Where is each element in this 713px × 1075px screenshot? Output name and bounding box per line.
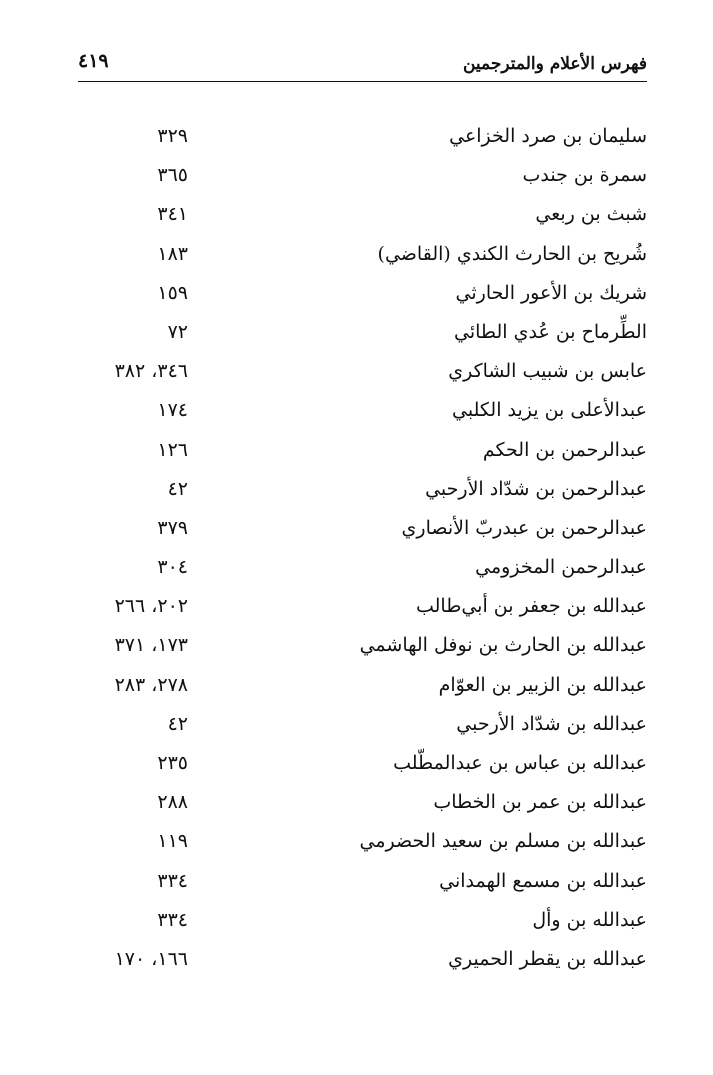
entry-page-numbers: ٣٢٩ — [157, 125, 188, 147]
index-entry — [78, 431, 647, 470]
entry-page-numbers: ١١٩ — [157, 830, 188, 853]
entry-page-numbers: ٢٣٥ — [157, 752, 188, 774]
entry-page-numbers: ١٥٩ — [157, 281, 188, 304]
entry-name: عبدالرحمن بن شدّاد الأرحبي — [425, 477, 647, 500]
index-list — [78, 117, 647, 979]
entry-page-numbers: ١٦٦، ١٧٠ — [114, 947, 188, 970]
index-entry — [78, 548, 647, 587]
entry-page-numbers: ٣٣٤ — [157, 869, 188, 892]
index-entry — [78, 274, 647, 313]
entry-name: سليمان بن صرد الخزاعي — [449, 125, 647, 147]
entry-name: عبدالله بن يقطر الحميري — [448, 947, 647, 970]
index-entry — [78, 313, 647, 352]
index-entry — [78, 235, 647, 274]
entry-name: عبدالله بن عباس بن عبدالمطّلب — [393, 752, 647, 774]
page-header — [78, 46, 647, 82]
entry-page-numbers: ١٧٣، ٣٧١ — [114, 634, 188, 657]
index-entry — [78, 509, 647, 548]
entry-name: شريك بن الأعور الحارثي — [455, 281, 647, 304]
index-entry — [78, 587, 647, 626]
entry-page-numbers: ٢٧٨، ٢٨٣ — [114, 673, 188, 696]
index-entry — [78, 822, 647, 861]
entry-page-numbers: ١٨٣ — [157, 242, 188, 265]
index-entry — [78, 626, 647, 665]
entry-name: شبث بن ربعي — [535, 203, 647, 226]
index-entry — [78, 117, 647, 156]
entry-page-numbers: ٣٤٦، ٣٨٢ — [114, 360, 188, 383]
entry-page-numbers: ١٧٤ — [157, 399, 188, 422]
entry-page-numbers: ٣٦٥ — [157, 164, 188, 187]
index-entry — [78, 862, 647, 901]
page-number: ٤١٩ — [78, 50, 109, 72]
entry-page-numbers: ٣٠٤ — [157, 556, 188, 579]
entry-name: عبدالله بن مسلم بن سعيد الحضرمي — [359, 830, 647, 853]
entry-name: عبدالرحمن المخزومي — [475, 556, 647, 579]
index-entry — [78, 156, 647, 195]
entry-name: عابس بن شبيب الشاكري — [448, 360, 647, 383]
index-entry — [78, 470, 647, 509]
entry-name: عبدالرحمن بن عبدربّ الأنصاري — [401, 516, 647, 539]
index-entry — [78, 705, 647, 744]
index-entry — [78, 783, 647, 822]
index-entry — [78, 744, 647, 783]
entry-name: عبدالله بن شدّاد الأرحبي — [456, 712, 647, 735]
entry-name: عبدالله بن عمر بن الخطاب — [433, 791, 647, 814]
index-entry — [78, 901, 647, 940]
index-entry — [78, 352, 647, 391]
entry-page-numbers: ٣٤١ — [157, 203, 188, 226]
entry-name: عبدالله بن مسمع الهمداني — [439, 869, 647, 892]
index-entry — [78, 391, 647, 430]
index-entry — [78, 195, 647, 234]
entry-page-numbers: ٣٣٤ — [157, 908, 188, 931]
entry-name: عبدالله بن الزبير بن العوّام — [438, 673, 647, 696]
entry-name: الطِّرماح بن عُدي الطائي — [454, 320, 647, 343]
entry-page-numbers: ١٢٦ — [157, 438, 188, 461]
entry-page-numbers: ٢٠٢، ٢٦٦ — [114, 595, 188, 618]
header-divider — [78, 81, 647, 82]
entry-page-numbers: ٤٢ — [167, 712, 188, 735]
running-title: فهرس الأعلام والمترجمين — [462, 54, 647, 74]
entry-name: عبدالرحمن بن الحكم — [482, 438, 647, 461]
entry-page-numbers: ٣٧٩ — [157, 516, 188, 539]
entry-name: عبدالأعلى بن يزيد الكلبي — [452, 399, 647, 422]
entry-name: عبدالله بن جعفر بن أبي‌طالب — [415, 595, 647, 618]
entry-page-numbers: ٢٨٨ — [157, 791, 188, 814]
index-entry — [78, 940, 647, 979]
index-entry — [78, 666, 647, 705]
entry-name: عبدالله بن وأل — [532, 908, 647, 931]
entry-page-numbers: ٤٢ — [167, 477, 188, 500]
entry-page-numbers: ٧٢ — [167, 320, 188, 343]
entry-name: شُريح بن الحارث الكندي (القاضي) — [377, 242, 647, 265]
entry-name: عبدالله بن الحارث بن نوفل الهاشمي — [359, 634, 647, 657]
entry-name: سمرة بن جندب — [522, 164, 647, 187]
